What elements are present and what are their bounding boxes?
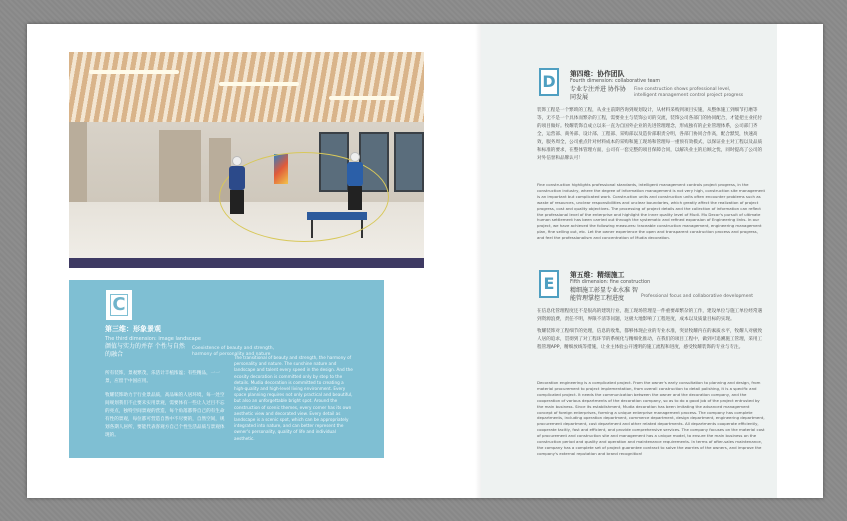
ceiling-light [329,96,399,100]
card-title: 第三维：形象景观 [105,325,161,333]
photo-window [394,132,424,192]
floor-stripe [69,258,424,268]
section-letter-badge: D [539,68,559,96]
right-page [481,24,777,498]
left-page [27,24,481,498]
section-title-en: Fifth dimension: fine construction [570,280,651,285]
section-title: 第五维：精细施工 [570,271,625,279]
section-slogan: 专业专注并进 协作协同发展 [570,86,626,101]
card-subtitle: The third dimension: image landscape [105,336,201,342]
ceiling-light [219,82,299,86]
section-title: 第四维：协作团队 [570,70,625,78]
card-body-english: The transitional of beauty and strength, the harmony of personality and nature. The sunshine nature and landscape and talent every speed in the design. And the ecosity decoration is committed only by step to the details. Mudia decoration is committed to creating a high-quality and high-level living environment. Every space planning requires not only practical and beautiful, but also an unforgettable bright spot. Around the construction of scenic themes, every corner has its own aesthetic view and decorated view. Every detail as landscape is a scenic spot, which can be appropriately integrated into nature, and can better represent the owner's personality, quality of life and individual aesthetic. [234,355,353,441]
right-page-margin [777,24,823,498]
card-paragraph: 所有装饰，景观繁茂，乐活计丰植浓谧；有些精品，一一景，应留于中国应用。 [105,371,220,384]
section-letter-badge: C [106,290,132,320]
worker-figure [229,156,245,214]
card-paragraph: 牧耀装饰助力于行业景品质，高品味的人居环境，每一处空间规划我们不止要未实用景观，需要体有一些让人过目不忘的亮点，独特空间景观的营造，每个角落都得自己的有生命有性的景观，每位都可营造自然中不尽要的，自然空间，规划各期人居所，要能代表客观方自己个性生活品质与景观体现的。 [105,393,225,438]
section-body-english: Decoration engineering is a complicated project. From the owner's early consultation to planning and design, from material procurement to project implementation, from overall construction to detail polishing, it is a specific and complicated project. It needs the communication between the owner and the decoration company, and the cooperation of various departments of the decoration company, so as to do a good job of the project entrusted by the main business. Since its establishment, Mudia decoration has been imitating the advanced management concept of foreign enterprises, forming a unique enterprise management process. The company has complete departments, including operation department, commerce department, design department, engineering department, procurement department, cost department and other related departments. All departments cooperate efficiently, cooperate tacitly, fast and efficient, and provide comprehensive services. The company focuses on the material cost of procurement and construction site and management has a unique model, to ensure the main business on the construction period and quality and operation and maintenance requirements. In terms of after-sales maintenance, the company has a complete set of project guarantee contract to solve the worries of the owners, and improve the company's external reputation and brand recognition! [537,380,765,456]
section-slogan: 精细施工彰显专业水准 智能管理掌控工程进度 [570,287,638,302]
card-body-chinese [105,370,229,446]
section-title-en: Fourth dimension: collaborative team [570,79,661,84]
magazine-spread [27,24,823,498]
photo-ceiling [69,52,424,122]
ceiling-light [89,70,179,74]
section-slogan-en: Professional focus and collaborative development [641,294,754,299]
worker-figure [347,152,363,210]
image-landscape-card [69,280,384,458]
section-slogan-en: Fine construction shows professional level, intelligent management control project progress [634,87,744,98]
section-paragraph: 牧耀装饰对工程细节的处理，信息的收集，都够体现企业的专业水准，突显牧耀内在的素质水平，牧耀人对极致人居的追求，贯彻到了对工程环节的系统化与精细化推动，在我们的项目工程中，做到可追溯施工管理，采用工程管理APP，精细放线等措施，让业主体验公开透明的施工流程和进度，感受牧耀装饰的专业与专注。 [537,329,763,350]
section-body-chinese [537,308,765,356]
office-photo [69,52,424,268]
section-letter-badge: E [539,270,559,298]
section-body-chinese: 装饰工程是一个繁琐的工程，从业主前期咨询到规划设计，从材料采购到项目实施，从整体施工到细节打磨等等，无不是一个具体而繁杂的工程，需要业主与装饰公司的交流，装饰公司各部门的协同配合，才能把主业托付的项目做好。牧耀装饰自成立以来一直为自国外企业的先进管理理念，形成独有的企业管理体系，公司部门齐全，运营部、商务部、设计部、工程部、采购部以及造价部职责分明，各部门协同合作高，配合默契，快速高效，服务周全，公司重点针对材料成本的采购和施工现场和管理每一重预有效模式，以保证业主对工程以及品质和标准的要求，在整体管理方面，公司有一套完整的项目保障合同，以解决业主的后顾之忧，同时提高了公司的对外信誉和品牌认可！ [537,108,763,161]
section-body-english: Fine construction highlights professional standards, intelligent management controls project progress, in the construction industry, where the degree of information management is not very high, construction site management is an important but complicated work. Construction units and construction units often encounter problems such as waste of resources, unclear responsibilities and unclear boundaries, which greatly affect the realization of project progress, cost and quality objectives. The processing of project details and the collection of information can reflect the professional level of the enterprise and highlight the inner quality level of Mudi. Mu Decor's pursuit of ultimate human settlement has been carried out through the systematic and refined expansion of Engineering links. In our project, we have achieved the following measures: traceable construction management, engineering management plan, fine selling out, etc. Let the owner experience the open and transparent construction process and progress, and feel the professionalism and concentration of Mudia decoration. [537,182,765,241]
section-paragraph: 在信息化管理程度还不是很高的建筑行业，施工现场管理是一件重要却繁杂的工作，建设单位与施工单位经常遇到资源浪费，责任不明，界限不清等问题，这极大地影响了工程进度，成本以及质量目标的实现。 [537,309,763,322]
card-slogan: 颜值与实力的并存 个性与自然的融合 [105,343,185,358]
card-slogan-en: Coexistence of beauty and strength, harmony of personality and nature [192,346,275,357]
